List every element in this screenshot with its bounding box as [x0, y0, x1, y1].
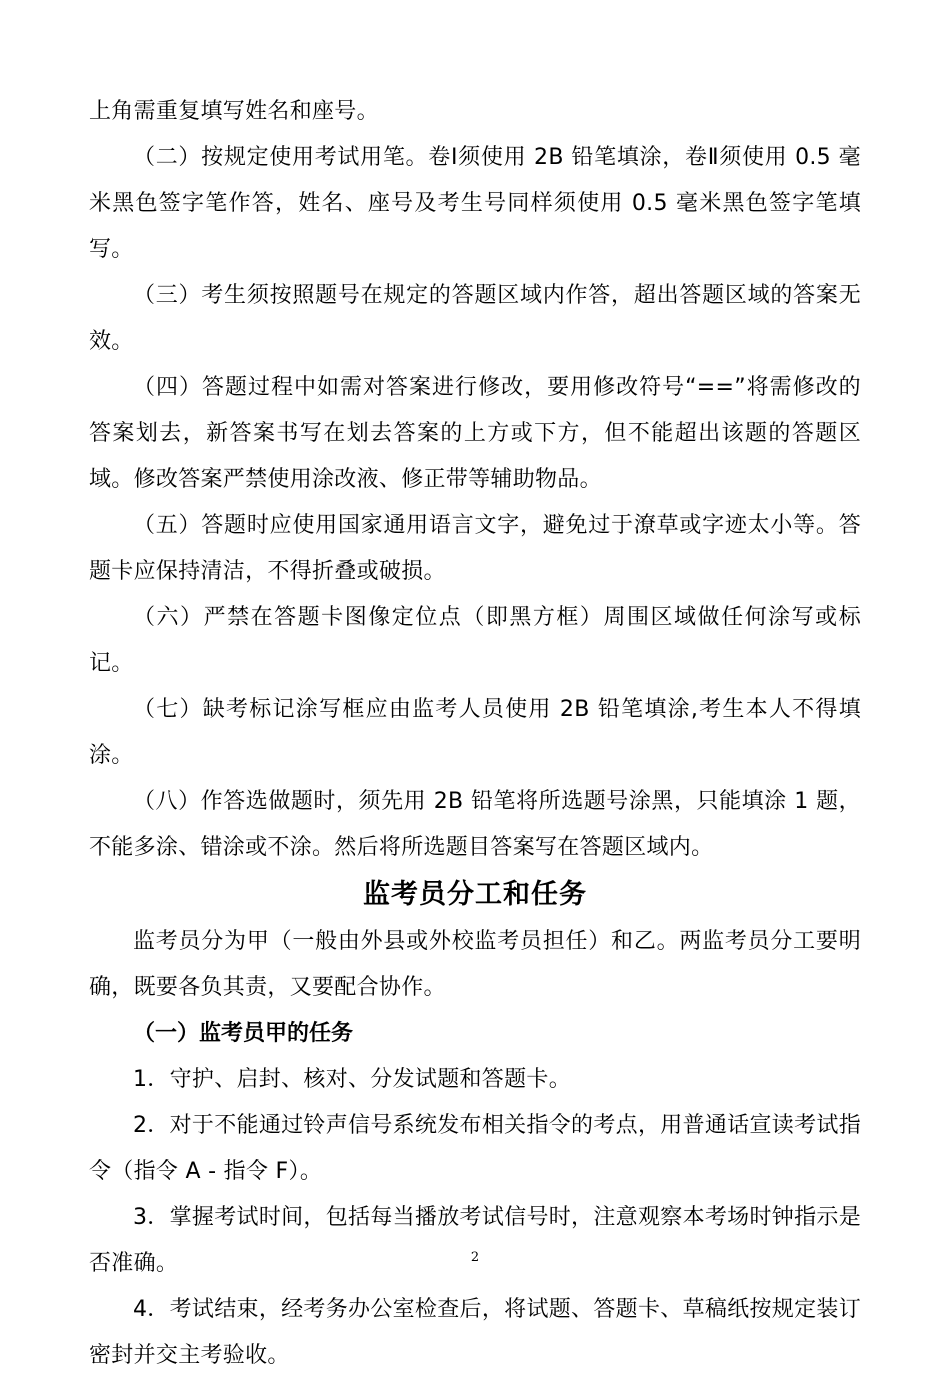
paragraph-item-5: （五）答题时应使用国家通用语言文字，避免过于潦草或字迹太小等。答题卡应保持清洁，不得折叠或破损。 [89, 513, 861, 584]
task-item-1: 1．守护、启封、核对、分发试题和答题卡。 [133, 1067, 571, 1092]
task-item-3: 3．掌握考试时间，包括每当播放考试信号时，注意观察本考场时钟指示是否准确。 [89, 1205, 861, 1276]
section-intro: 监考员分为甲（一般由外县或外校监考员担任）和乙。两监考员分工要明确，既要各负其责，又要配合协作。 [89, 929, 861, 1000]
paragraph-item-6: （六）严禁在答题卡图像定位点（即黑方框）周围区域做任何涂写或标记。 [89, 605, 861, 676]
paragraph-item-2: （二）按规定使用考试用笔。卷Ⅰ须使用 2B 铅笔填涂，卷Ⅱ须使用 0.5 毫米黑色签字笔作答，姓名、座号及考生号同样须使用 0.5 毫米黑色签字笔填写。 [89, 145, 861, 262]
page-number: 2 [470, 1250, 480, 1265]
section-heading: 监考员分工和任务 [363, 879, 587, 910]
subsection-heading: （一）监考员甲的任务 [133, 1021, 354, 1046]
paragraph-item-4: （四）答题过程中如需对答案进行修改，要用修改符号“==”将需修改的答案划去，新答案书写在划去答案的上方或下方，但不能超出该题的答题区域。修改答案严禁使用涂改液、修正带等辅助物品。 [89, 375, 861, 492]
task-item-2: 2．对于不能通过铃声信号系统发布相关指令的考点，用普通话宣读考试指令（指令 A - 指令 F）。 [89, 1113, 861, 1184]
paragraph-item-7: （七）缺考标记涂写框应由监考人员使用 2B 铅笔填涂,考生本人不得填涂。 [89, 697, 861, 768]
page-content [89, 89, 861, 1379]
task-item-4: 4．考试结束，经考务办公室检查后，将试题、答题卡、草稿纸按规定装订密封并交主考验收。 [89, 1297, 861, 1368]
paragraph-item-3: （三）考生须按照题号在规定的答题区域内作答，超出答题区域的答案无效。 [89, 283, 861, 354]
paragraph-item-8: （八）作答选做题时，须先用 2B 铅笔将所选题号涂黑，只能填涂 1 题，不能多涂、错涂或不涂。然后将所选题目答案写在答题区域内。 [89, 789, 861, 860]
paragraph-continued: 上角需重复填写姓名和座号。 [89, 99, 379, 124]
